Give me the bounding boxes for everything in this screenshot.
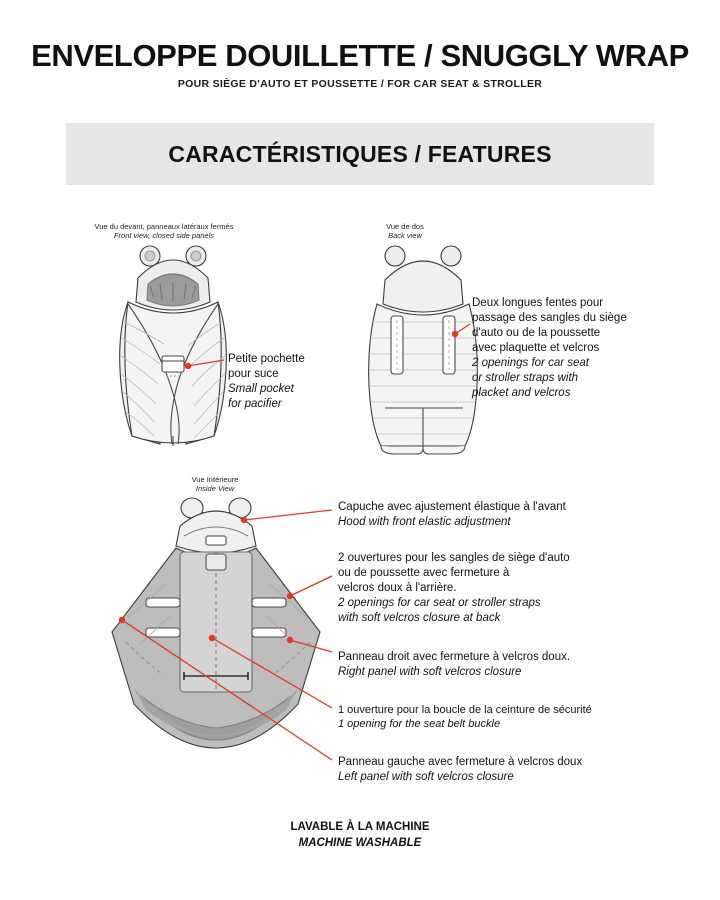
- callout-small-pocket: [228, 352, 348, 412]
- callout-strap-slots: [472, 296, 682, 401]
- caption-back-view-fr: Vue de dos: [386, 222, 424, 231]
- callout-strap-openings-fr-1: 2 ouvertures pour les sangles de siège d'auto: [338, 552, 570, 564]
- caption-back-view: [350, 222, 460, 241]
- callout-hood-fr-1: Capuche avec ajustement élastique à l'avant: [338, 501, 566, 513]
- features-band-label: CARACTÉRISTIQUES / FEATURES: [168, 140, 552, 167]
- callout-strap-openings-en-1: 2 openings for car seat or stroller straps: [338, 596, 541, 609]
- callout-left-panel-en-1: Left panel with soft velcros closure: [338, 770, 514, 783]
- callout-strap-slots-fr-1: Deux longues fentes pour: [472, 297, 604, 309]
- caption-front-view-fr: Vue du devant, panneaux latéraux fermés: [94, 222, 234, 231]
- callout-seat-belt-buckle-fr-1: 1 ouverture pour la boucle de la ceinture de sécurité: [338, 704, 592, 716]
- callout-small-pocket-fr-2: pour suce: [228, 367, 279, 380]
- callout-strap-slots-en-3: placket and velcros: [472, 386, 571, 399]
- callout-small-pocket-en-1: Small pocket: [228, 382, 294, 395]
- caption-front-view: [84, 222, 244, 241]
- callout-right-panel-fr-1: Panneau droit avec fermeture à velcros doux.: [338, 651, 571, 663]
- callout-seat-belt-buckle-en-1: 1 opening for the seat belt buckle: [338, 718, 501, 731]
- callout-small-pocket-en-2: for pacifier: [228, 397, 282, 410]
- callout-right-panel: [338, 650, 648, 680]
- callout-strap-openings-fr-3: velcros doux à l'arrière.: [338, 581, 457, 594]
- callout-hood: [338, 500, 638, 530]
- callout-left-panel-fr-1: Panneau gauche avec fermeture à velcros doux: [338, 756, 583, 768]
- callout-strap-openings-en-2: with soft velcros closure at back: [338, 611, 501, 624]
- page-subtitle: POUR SIÈGE D'AUTO ET POUSSETTE / FOR CAR SEAT & STROLLER: [177, 78, 543, 90]
- callout-small-pocket-fr-1: Petite pochette: [228, 353, 305, 365]
- footer-care-instructions: [0, 820, 720, 851]
- caption-inside-view-en: Inside View: [195, 484, 235, 494]
- callout-strap-openings-fr-2: ou de poussette avec fermeture à: [338, 566, 510, 579]
- caption-inside-view-fr: Vue Intérieure: [191, 475, 239, 484]
- callout-strap-slots-en-1: 2 openings for car seat: [472, 356, 589, 369]
- footer-care-en: MACHINE WASHABLE: [298, 836, 422, 849]
- callout-strap-slots-fr-4: avec plaquette et velcros: [472, 341, 600, 354]
- callout-strap-slots-fr-3: d'auto ou de la poussette: [472, 326, 601, 339]
- callout-left-panel: [338, 755, 658, 785]
- callout-strap-slots-en-2: or stroller straps with: [472, 371, 579, 384]
- features-band: [66, 123, 654, 185]
- caption-front-view-en: Front view, closed side panels: [113, 231, 215, 241]
- callout-right-panel-en-1: Right panel with soft velcros closure: [338, 665, 522, 678]
- callout-strap-slots-fr-2: passage des sangles du siège: [472, 311, 627, 324]
- callout-strap-openings: [338, 551, 648, 626]
- footer-care-fr: LAVABLE À LA MACHINE: [290, 821, 430, 833]
- caption-back-view-en: Back view: [388, 231, 422, 241]
- callout-seat-belt-buckle: [338, 703, 678, 732]
- callout-hood-en-1: Hood with front elastic adjustment: [338, 515, 511, 528]
- page-title: ENVELOPPE DOUILLETTE / SNUGGLY WRAP: [31, 38, 689, 73]
